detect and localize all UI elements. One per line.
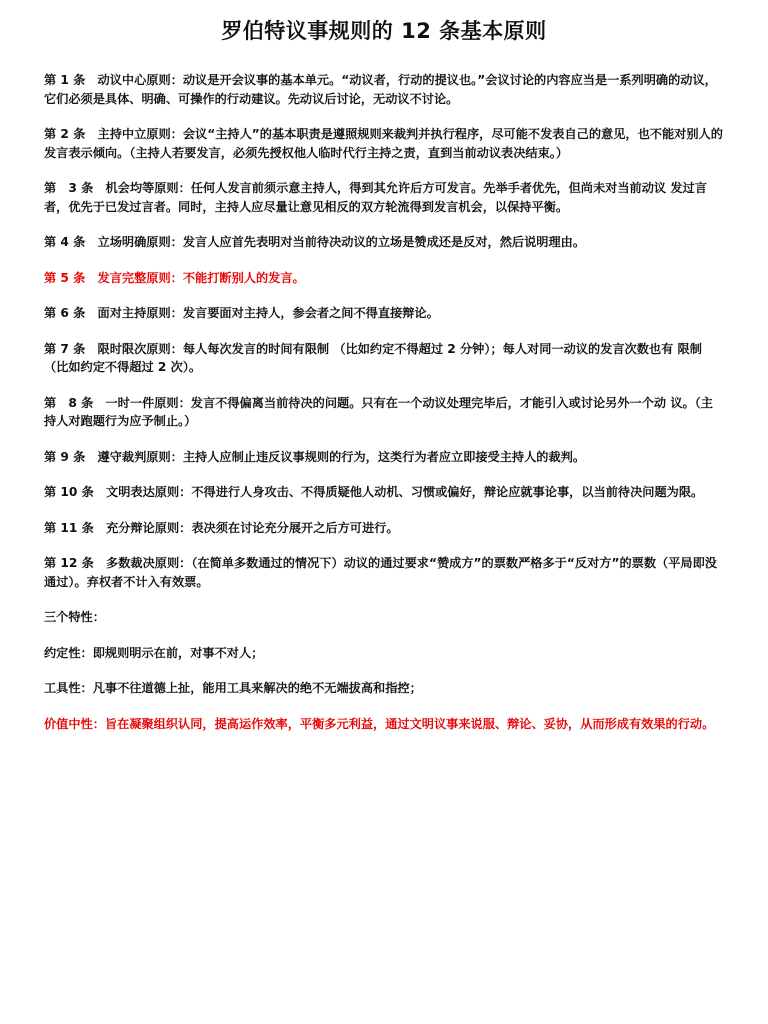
- article-9: 第 9 条 遵守裁判原则：主持人应制止违反议事规则的行为，这类行为者应立即接受主持人的裁判。: [44, 449, 586, 464]
- article-11: 第 11 条 充分辩论原则：表决须在讨论充分展开之后方可进行。: [44, 520, 399, 535]
- article-3: 第 3 条 机会均等原则：任何人发言前须示意主持人，得到其允许后方可发言。先举手者优先，但尚未对当前动议 发过言者，优先于已发过言者。同时，主持人应尽量让意见相反的双方轮流得到发言机会，以保持平衡。: [44, 181, 707, 214]
- document-title: 罗伯特议事规则的 12 条基本原则: [221, 19, 547, 43]
- article-1: 第 1 条 动议中心原则：动议是开会议事的基本单元。“动议者，行动的提议也。”会议讨论的内容应当是一系列明确的动议，它们必须是具体、明确、可操作的行动建议。先动议后讨论，无动议不讨论。: [44, 73, 717, 106]
- trait-2: 工具性：凡事不往道德上扯，能用工具来解决的绝不无端拔高和指控；: [44, 681, 422, 695]
- article-8: 第 8 条 一时一件原则：发言不得偏离当前待决的问题。只有在一个动议处理完毕后，才能引入或讨论另外一个动 议。（主持人对跑题行为应予制止。）: [44, 395, 713, 428]
- trait-3: 价值中性：旨在凝聚组织认同，提高运作效率，平衡多元利益，通过文明议事来说服、辩论、妥协，从而形成有效果的行动。: [44, 716, 715, 731]
- article-12: 第 12 条 多数裁决原则：（在简单多数通过的情况下）动议的通过要求“赞成方”的票数严格多于“反对方”的票数（平局即没通过）。弃权者不计入有效票。: [44, 556, 717, 589]
- article-4: 第 4 条 立场明确原则：发言人应首先表明对当前待决动议的立场是赞成还是反对，然后说明理由。: [44, 235, 586, 249]
- article-5: 第 5 条 发言完整原则：不能打断别人的发言。: [44, 270, 305, 285]
- article-7: 第 7 条 限时限次原则：每人每次发言的时间有限制 （比如约定不得超过 2 分钟）；每人对同一动议的发言次数也有 限制（比如约定不得超过 2 次）。: [44, 341, 702, 374]
- article-10: 第 10 条 文明表达原则：不得进行人身攻击、不得质疑他人动机、习惯或偏好，辩论应就事论事，以当前待决问题为限。: [44, 485, 704, 499]
- article-2: 第 2 条 主持中立原则：会议“主持人”的基本职责是遵照规则来裁判并执行程序，尽可能不发表自己的意见，也不能对别人的发言表示倾向。（主持人若要发言，必须先授权他人临时代行主持之责，直到当前动议表决结束。）: [44, 127, 723, 160]
- trait-1: 约定性：即规则明示在前，对事不对人；: [44, 645, 264, 660]
- traits-heading: 三个特性：: [44, 610, 105, 624]
- article-6: 第 6 条 面对主持原则：发言要面对主持人，参会者之间不得直接辩论。: [44, 306, 439, 320]
